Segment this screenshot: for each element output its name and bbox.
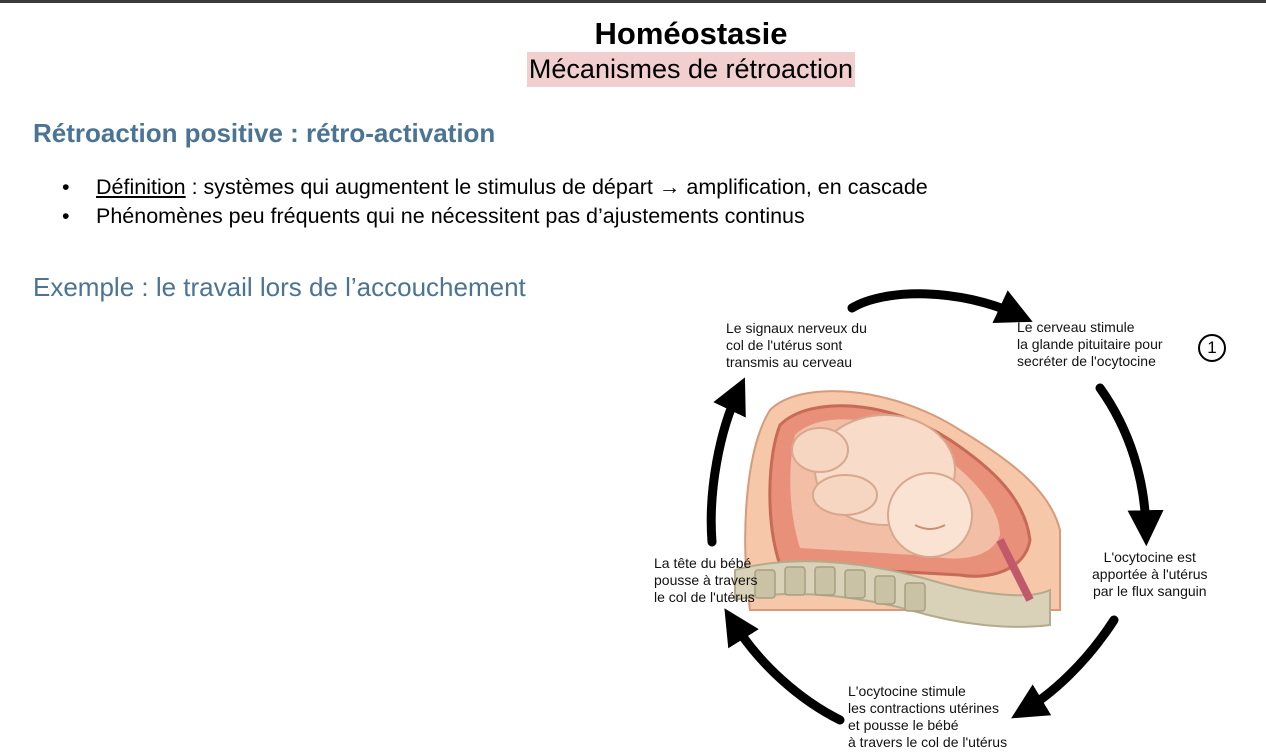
bullet-marker: • xyxy=(62,175,70,199)
bullet-text: : systèmes qui augmentent le stimulus de départ → amplification, en cascade xyxy=(185,175,928,199)
example-heading: Exemple : le travail lors de l’accouchement xyxy=(33,272,526,302)
cycle-arrow-left xyxy=(711,392,738,542)
label-brain: Le cerveau stimule la glande pituitaire pour secréter de l'ocytocine xyxy=(1017,319,1163,369)
label-baby-head: La tête du bébé pousse à travers le col de l'utérus xyxy=(654,555,758,605)
bullet-list xyxy=(62,173,928,231)
cycle-arrow-right xyxy=(1100,388,1146,530)
bullet-term: Définition xyxy=(96,175,186,199)
page-title: Homéostasie xyxy=(594,16,788,51)
section-heading: Rétroaction positive : rétro-activation xyxy=(33,118,496,148)
bullet-item-definition xyxy=(62,173,928,202)
bullet-item-phenomena xyxy=(62,202,928,231)
cycle-arrow-bottom-right xyxy=(1025,620,1114,710)
cycle-arrow-bottom-left xyxy=(733,622,840,720)
cycle-arrow-top xyxy=(852,294,1018,315)
label-nerve-signals: Le signaux nerveux du col de l'utérus sont transmis au cerveau xyxy=(726,320,867,370)
label-oxytocin-blood: L'ocytocine est apportée à l'utérus par le flux sanguin xyxy=(1092,549,1208,599)
page-subtitle: Mécanismes de rétroaction xyxy=(527,52,855,87)
top-border xyxy=(0,0,1266,3)
step-number-badge: 1 xyxy=(1198,334,1226,362)
subtitle-container xyxy=(0,52,1266,87)
uterus-illustration xyxy=(735,391,1060,627)
bullet-marker: • xyxy=(62,204,70,228)
label-contractions: L'ocytocine stimule les contractions utérines et pousse le bébé à travers le col de l'utérus xyxy=(848,683,1008,750)
bullet-text: Phénomènes peu fréquents qui ne nécessitent pas d’ajustements continus xyxy=(96,204,805,228)
